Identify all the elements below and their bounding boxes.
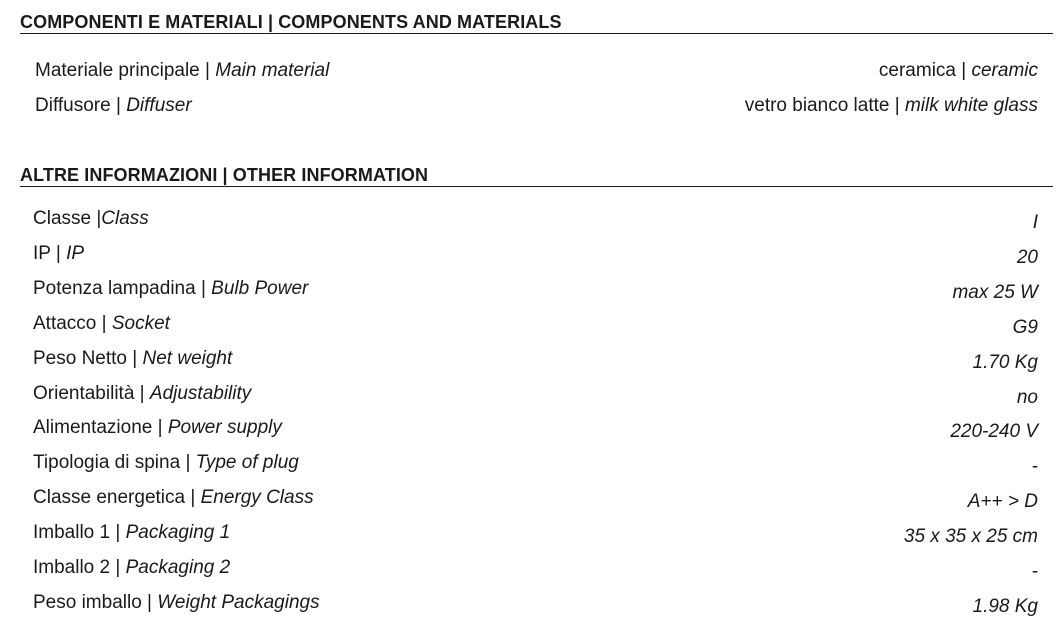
label-english: IP xyxy=(66,242,85,264)
label-italian: Classe energetica xyxy=(33,487,186,509)
label-english: Packaging 1 xyxy=(125,522,231,544)
label-separator: | xyxy=(110,557,126,578)
label-english: Energy Class xyxy=(200,487,314,509)
label-italian: Orientabilità xyxy=(33,382,135,404)
label-english: Net weight xyxy=(142,347,233,369)
table-row xyxy=(0,416,1057,448)
label-separator: | xyxy=(96,312,112,334)
row-value: no xyxy=(1016,386,1038,408)
label-english: Socket xyxy=(111,312,170,334)
table-row xyxy=(0,242,1057,274)
row-value: G9 xyxy=(1012,316,1038,338)
row-label xyxy=(33,416,282,440)
label-separator: | xyxy=(195,277,212,299)
label-separator: | xyxy=(141,591,158,613)
row-label xyxy=(35,59,329,83)
label-english: Weight Packagings xyxy=(157,591,320,613)
value-english: milk white glass xyxy=(904,95,1038,116)
table-row xyxy=(0,486,1057,518)
row-value xyxy=(745,94,1038,118)
row-value: 1.70 Kg xyxy=(972,351,1038,373)
row-label xyxy=(33,242,84,266)
label-italian: Peso Netto xyxy=(33,347,127,369)
table-row xyxy=(0,521,1057,553)
row-label xyxy=(33,347,232,371)
row-value: A++ > D xyxy=(967,491,1038,513)
value-italian: ceramica xyxy=(878,60,956,81)
label-separator: | xyxy=(110,95,127,116)
row-value: 20 xyxy=(1016,246,1038,268)
label-italian: Classe xyxy=(33,208,97,229)
label-separator: | xyxy=(50,242,67,264)
label-italian: Imballo 1 xyxy=(33,522,111,544)
value-italian: vetro bianco latte xyxy=(744,95,890,116)
row-value: 220-240 V xyxy=(950,421,1038,443)
label-english: Bulb Power xyxy=(211,277,309,299)
row-label xyxy=(33,312,170,336)
label-english: Diffuser xyxy=(126,95,192,116)
value-separator: | xyxy=(955,60,972,81)
row-value: I xyxy=(1032,212,1038,233)
label-english: Packaging 2 xyxy=(125,557,231,578)
label-separator: | xyxy=(180,452,196,474)
label-italian: Alimentazione xyxy=(33,417,153,439)
row-label xyxy=(33,521,230,545)
label-english: Power supply xyxy=(167,417,282,439)
row-value xyxy=(879,59,1038,83)
label-english: Type of plug xyxy=(195,452,299,474)
label-italian: Diffusore xyxy=(35,95,111,116)
table-row xyxy=(0,94,1057,126)
label-separator: | xyxy=(127,347,143,369)
table-row xyxy=(0,556,1057,588)
label-italian: Attacco xyxy=(33,312,97,334)
row-value: 1.98 Kg xyxy=(972,595,1038,617)
row-label xyxy=(33,382,251,406)
table-row xyxy=(0,277,1057,309)
table-row xyxy=(0,591,1057,623)
row-value: 35 x 35 x 25 cm xyxy=(903,526,1038,548)
table-row xyxy=(0,59,1057,91)
label-separator: | xyxy=(199,60,216,81)
table-row xyxy=(0,347,1057,379)
row-label xyxy=(35,94,192,118)
label-english: Main material xyxy=(215,60,330,81)
label-english: Class xyxy=(101,208,149,229)
label-separator: | xyxy=(185,487,201,509)
label-italian: Tipologia di spina xyxy=(33,452,181,474)
label-italian: Potenza lampadina xyxy=(33,277,196,299)
label-english: Adjustability xyxy=(149,382,252,404)
row-label xyxy=(33,486,314,510)
label-italian: IP xyxy=(33,242,51,264)
table-row xyxy=(0,207,1057,239)
row-label xyxy=(33,207,149,231)
table-row xyxy=(0,382,1057,414)
label-separator: | xyxy=(134,382,150,404)
value-separator: | xyxy=(889,95,905,116)
row-label xyxy=(33,591,320,615)
row-label xyxy=(33,556,230,580)
label-italian: Peso imballo xyxy=(33,591,142,613)
table-row xyxy=(0,312,1057,344)
row-value: - xyxy=(1031,561,1038,582)
row-value: - xyxy=(1031,456,1038,478)
label-separator: | xyxy=(152,417,168,439)
label-italian: Materiale principale xyxy=(35,60,200,81)
label-italian: Imballo 2 xyxy=(33,557,111,578)
other-info-section-title: ALTRE INFORMAZIONI | OTHER INFORMATION xyxy=(20,164,1053,187)
components-section-title: COMPONENTI E MATERIALI | COMPONENTS AND MATERIALS xyxy=(20,11,1053,34)
label-separator: | xyxy=(96,208,102,229)
row-label xyxy=(33,277,308,301)
row-label xyxy=(33,451,299,475)
row-value: max 25 W xyxy=(952,281,1038,303)
table-row xyxy=(0,451,1057,483)
value-english: ceramic xyxy=(971,60,1038,81)
label-separator: | xyxy=(110,522,126,544)
